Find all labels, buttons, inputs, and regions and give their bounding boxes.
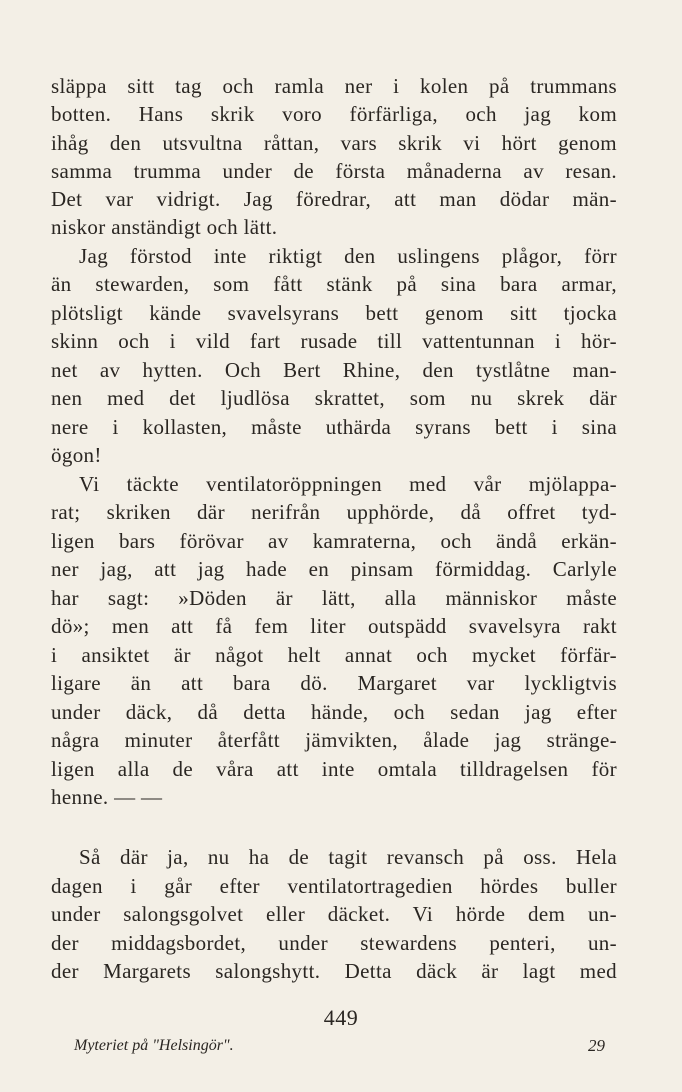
text-line: har sagt: »Döden är lätt, alla människor måste <box>51 586 617 610</box>
text-line: några minuter återfått jämvikten, ålade jag stränge- <box>51 728 617 752</box>
text-line: botten. Hans skrik voro förfärliga, och jag kom <box>51 102 617 126</box>
page-number: 449 <box>323 1005 359 1030</box>
text-line: plötsligt kände svavelsyrans bett genom sitt tjocka <box>51 301 617 325</box>
text-line: ner jag, att jag hade en pinsam förmiddag. Carlyle <box>51 557 617 581</box>
text-line: niskor anständigt och lätt. <box>51 215 278 239</box>
text-line: Jag förstod inte riktigt den uslingens plågor, förr <box>79 244 617 268</box>
text-line: ögon! <box>51 443 102 467</box>
text-line: henne. — — <box>51 785 163 809</box>
text-line: Så där ja, nu ha de tagit revansch på oss. Hela <box>79 845 617 869</box>
text-line: släppa sitt tag och ramla ner i kolen på trummans <box>51 74 617 98</box>
signature-mark: 29 <box>588 1036 605 1055</box>
text-line: samma trumma under de första månaderna av resan. <box>51 159 617 183</box>
text-line: ligen alla de våra att inte omtala tilldragelsen för <box>51 757 617 781</box>
text-line: dagen i går efter ventilatortragedien hördes buller <box>51 874 617 898</box>
text-line: under salongsgolvet eller däcket. Vi hörde dem un- <box>51 902 617 926</box>
text-line: ihåg den utsvultna råttan, vars skrik vi hört genom <box>51 131 617 155</box>
text-line: net av hytten. Och Bert Rhine, den tystlåtne man- <box>51 358 617 382</box>
text-line: nen med det ljudlösa skrattet, som nu skrek där <box>51 386 617 410</box>
text-line: dö»; men att få fem liter outspädd svavelsyra rakt <box>51 614 617 638</box>
text-line: Vi täckte ventilatoröppningen med vår mjölappa- <box>79 472 617 496</box>
text-line: der middagsbordet, under stewardens penteri, un- <box>51 931 617 955</box>
text-line: ligen bars förövar av kamraterna, och ändå erkän- <box>51 529 617 553</box>
text-line: skinn och i vild fart rusade till vattentunnan i hör- <box>51 329 617 353</box>
text-line: rat; skriken där nerifrån upphörde, då offret tyd- <box>51 500 617 524</box>
text-line: i ansiktet är något helt annat och mycket förfär- <box>51 643 617 667</box>
text-line: ligare än att bara dö. Margaret var lyckligtvis <box>51 671 617 695</box>
text-line: än stewarden, som fått stänk på sina bara armar, <box>51 272 617 296</box>
text-line: under däck, då detta hände, och sedan jag efter <box>51 700 617 724</box>
text-line: nere i kollasten, måste uthärda syrans bett i sina <box>51 415 617 439</box>
text-line: Det var vidrigt. Jag föredrar, att man dödar män- <box>51 187 617 211</box>
text-line: der Margarets salongshytt. Detta däck är lagt med <box>51 959 617 983</box>
printer-signature: Myteriet på "Helsingör". <box>74 1037 234 1054</box>
